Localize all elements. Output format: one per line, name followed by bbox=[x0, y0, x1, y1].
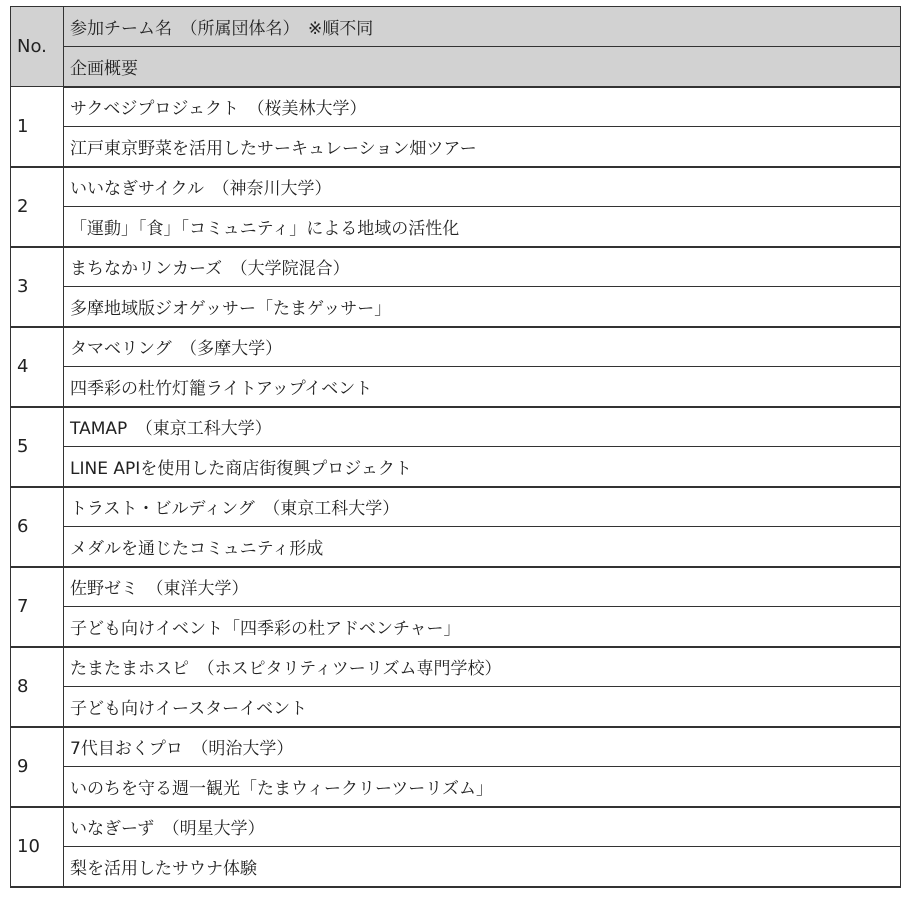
table-row-team bbox=[11, 407, 901, 447]
row-number: 5 bbox=[11, 407, 64, 487]
team-name-cell: TAMAP （東京工科大学） bbox=[64, 407, 901, 447]
table-row-team bbox=[11, 487, 901, 527]
project-summary-cell: 梨を活用したサウナ体験 bbox=[64, 847, 901, 887]
table-row-summary bbox=[11, 287, 901, 327]
table-row-summary bbox=[11, 127, 901, 167]
team-table bbox=[10, 6, 901, 888]
team-name-cell: いいなぎサイクル （神奈川大学） bbox=[64, 167, 901, 207]
row-number: 7 bbox=[11, 567, 64, 647]
table-row-summary bbox=[11, 687, 901, 727]
table-row-summary bbox=[11, 607, 901, 647]
table-body bbox=[11, 87, 901, 887]
team-name-cell: 7代目おくプロ （明治大学） bbox=[64, 727, 901, 767]
summary-column-header: 企画概要 bbox=[64, 47, 901, 87]
project-summary-cell: 四季彩の杜竹灯籠ライトアップイベント bbox=[64, 367, 901, 407]
table-row-team bbox=[11, 647, 901, 687]
project-summary-cell: 江戸東京野菜を活用したサーキュレーション畑ツアー bbox=[64, 127, 901, 167]
team-name-cell: サクベジプロジェクト （桜美林大学） bbox=[64, 87, 901, 127]
project-summary-cell: LINE APIを使用した商店街復興プロジェクト bbox=[64, 447, 901, 487]
team-name-cell: タマベリング （多摩大学） bbox=[64, 327, 901, 367]
table-row-team bbox=[11, 327, 901, 367]
team-name-cell: トラスト・ビルディング （東京工科大学） bbox=[64, 487, 901, 527]
table-row-summary bbox=[11, 447, 901, 487]
header-row-team bbox=[11, 7, 901, 47]
project-summary-cell: 子ども向けイースターイベント bbox=[64, 687, 901, 727]
team-name-cell: 佐野ゼミ （東洋大学） bbox=[64, 567, 901, 607]
table-row-team bbox=[11, 167, 901, 207]
table-row-team bbox=[11, 87, 901, 127]
row-number: 10 bbox=[11, 807, 64, 887]
table-row-summary bbox=[11, 207, 901, 247]
project-summary-cell: いのちを守る週一観光「たまウィークリーツーリズム」 bbox=[64, 767, 901, 807]
row-number: 3 bbox=[11, 247, 64, 327]
project-summary-cell: 多摩地域版ジオゲッサー「たまゲッサー」 bbox=[64, 287, 901, 327]
table-row-team bbox=[11, 567, 901, 607]
project-summary-cell: メダルを通じたコミュニティ形成 bbox=[64, 527, 901, 567]
row-number: 8 bbox=[11, 647, 64, 727]
table-row-summary bbox=[11, 847, 901, 887]
team-name-cell: まちなかリンカーズ （大学院混合） bbox=[64, 247, 901, 287]
table-header bbox=[11, 7, 901, 87]
team-name-cell: たまたまホスピ （ホスピタリティツーリズム専門学校） bbox=[64, 647, 901, 687]
table-row-team bbox=[11, 807, 901, 847]
table-row-summary bbox=[11, 367, 901, 407]
team-name-cell: いなぎーず （明星大学） bbox=[64, 807, 901, 847]
table-row-summary bbox=[11, 527, 901, 567]
project-summary-cell: 「運動」「食」「コミュニティ」による地域の活性化 bbox=[64, 207, 901, 247]
row-number: 1 bbox=[11, 87, 64, 167]
no-column-header: No. bbox=[11, 7, 64, 87]
row-number: 6 bbox=[11, 487, 64, 567]
header-row-summary bbox=[11, 47, 901, 87]
project-summary-cell: 子ども向けイベント「四季彩の杜アドベンチャー」 bbox=[64, 607, 901, 647]
table-row-summary bbox=[11, 767, 901, 807]
row-number: 9 bbox=[11, 727, 64, 807]
table-row-team bbox=[11, 247, 901, 287]
team-column-header: 参加チーム名 （所属団体名） ※順不同 bbox=[64, 7, 901, 47]
row-number: 2 bbox=[11, 167, 64, 247]
table-row-team bbox=[11, 727, 901, 767]
row-number: 4 bbox=[11, 327, 64, 407]
